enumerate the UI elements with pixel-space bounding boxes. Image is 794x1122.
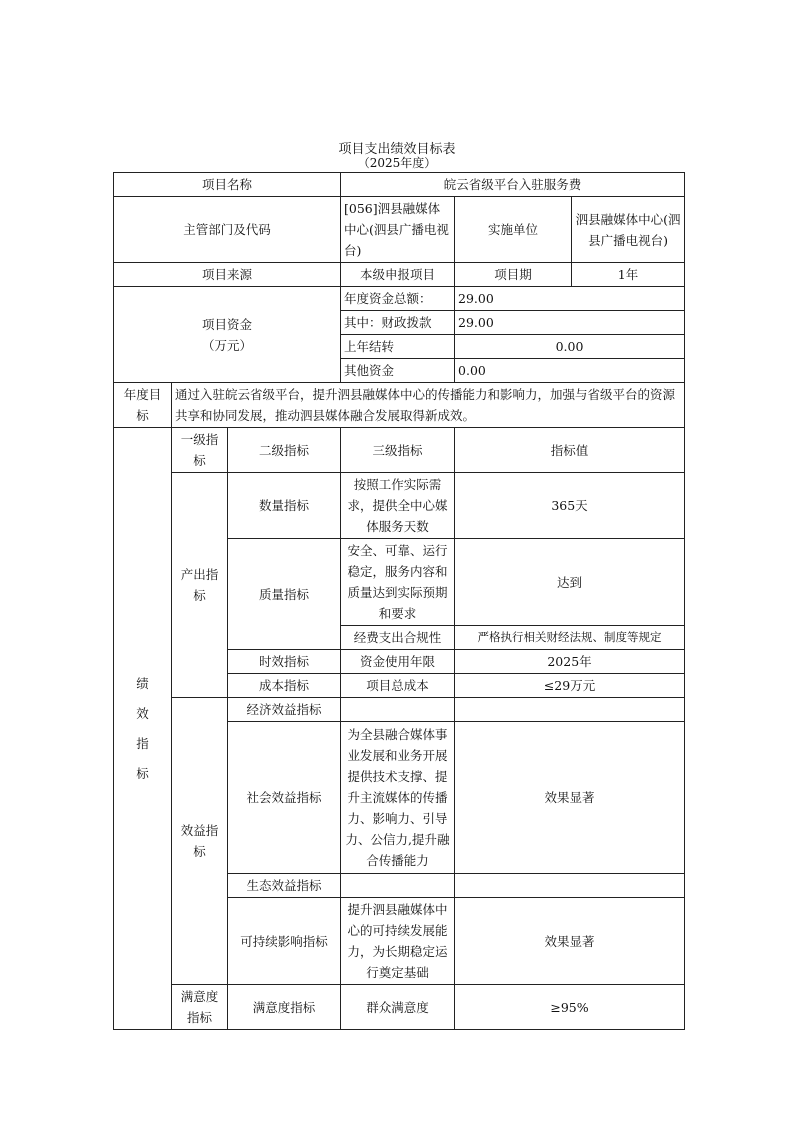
page-subtitle: （2025年度） xyxy=(357,156,437,170)
value-header: 指标值 xyxy=(455,428,685,473)
level1-header: 一级指标 xyxy=(172,428,228,473)
impl-value: 泗县融媒体中心(泗县广播电视台) xyxy=(572,197,685,263)
period-label: 项目期 xyxy=(455,263,572,287)
impl-label: 实施单位 xyxy=(455,197,572,263)
level3-cell: 提升泗县融媒体中心的可持续发展能力，为长期稳定运行奠定基础 xyxy=(341,898,455,985)
performance-indicators-label xyxy=(114,428,172,1030)
level3-cell xyxy=(341,698,455,722)
level2-cell: 满意度指标 xyxy=(228,985,341,1030)
fund-item-value: 29.00 xyxy=(455,287,685,311)
value-cell xyxy=(455,698,685,722)
fund-item-name: 年度资金总额： xyxy=(341,287,455,311)
indicator-row xyxy=(114,985,685,1030)
level2-cell: 生态效益指标 xyxy=(228,874,341,898)
project-name-row xyxy=(114,173,685,197)
fund-item-name: 其他资金 xyxy=(341,359,455,383)
dept-value: [056]泗县融媒体中心(泗县广播电视台) xyxy=(341,197,455,263)
value-cell xyxy=(455,874,685,898)
annual-goal-label: 年度目标 xyxy=(114,383,172,428)
value-cell: 达到 xyxy=(455,539,685,626)
level3-cell: 项目总成本 xyxy=(341,674,455,698)
value-cell: 效果显著 xyxy=(455,722,685,874)
level2-cell: 社会效益指标 xyxy=(228,722,341,874)
indicator-row xyxy=(114,473,685,539)
fund-item-value: 0.00 xyxy=(455,335,685,359)
level3-cell: 资金使用年限 xyxy=(341,650,455,674)
output-indicators-label: 产出指标 xyxy=(172,473,228,698)
dept-row xyxy=(114,197,685,263)
level3-cell: 安全、可靠、运行稳定，服务内容和质量达到实际预期和要求 xyxy=(341,539,455,626)
value-cell: ≤29万元 xyxy=(455,674,685,698)
level3-cell: 群众满意度 xyxy=(341,985,455,1030)
level3-header: 三级指标 xyxy=(341,428,455,473)
level3-cell xyxy=(341,874,455,898)
value-cell: ≥95% xyxy=(455,985,685,1030)
value-cell: 365天 xyxy=(455,473,685,539)
benefit-indicators-label: 效益指标 xyxy=(172,698,228,985)
indicator-row xyxy=(114,698,685,722)
fund-item-name: 上年结转 xyxy=(341,335,455,359)
level3-cell: 为全县融合媒体事业发展和业务开展提供技术支撑、提升主流媒体的传播力、影响力、引导力、公信力,提升融合传播能力 xyxy=(341,722,455,874)
funds-label-line1: 项目资金 xyxy=(202,316,253,332)
value-cell: 2025年 xyxy=(455,650,685,674)
level2-header: 二级指标 xyxy=(228,428,341,473)
performance-table xyxy=(113,172,685,1030)
annual-goal-text: 通过入驻皖云省级平台，提升泗县融媒体中心的传播能力和影响力，加强与省级平台的资源共享和协同发展，推动泗县媒体融合发展取得新成效。 xyxy=(172,383,685,428)
performance-indicators-text: 绩效指标 xyxy=(136,675,149,781)
funds-label-line2: （万元） xyxy=(202,337,253,353)
source-row xyxy=(114,263,685,287)
dept-label: 主管部门及代码 xyxy=(114,197,341,263)
fund-item-name: 其中：财政拨款 xyxy=(341,311,455,335)
source-value: 本级申报项目 xyxy=(341,263,455,287)
period-value: 1年 xyxy=(572,263,685,287)
annual-goal-row xyxy=(114,383,685,428)
indicator-header-row xyxy=(114,428,685,473)
level3-cell: 按照工作实际需求，提供全中心媒体服务天数 xyxy=(341,473,455,539)
page-title: 项目支出绩效目标表 xyxy=(338,142,456,157)
level3-cell: 经费支出合规性 xyxy=(341,626,455,650)
level2-cell: 经济效益指标 xyxy=(228,698,341,722)
fund-item-value: 29.00 xyxy=(455,311,685,335)
satisfaction-indicators-label: 满意度指标 xyxy=(172,985,228,1030)
level2-cell: 质量指标 xyxy=(228,539,341,650)
source-label: 项目来源 xyxy=(114,263,341,287)
level2-cell: 数量指标 xyxy=(228,473,341,539)
funds-label xyxy=(114,287,341,383)
level2-cell: 时效指标 xyxy=(228,650,341,674)
project-name-label: 项目名称 xyxy=(114,173,341,197)
fund-item-value: 0.00 xyxy=(455,359,685,383)
value-cell: 效果显著 xyxy=(455,898,685,985)
level2-cell: 成本指标 xyxy=(228,674,341,698)
funds-row xyxy=(114,287,685,311)
level2-cell: 可持续影响指标 xyxy=(228,898,341,985)
value-cell: 严格执行相关财经法规、制度等规定 xyxy=(455,626,685,650)
project-name-value: 皖云省级平台入驻服务费 xyxy=(341,173,685,197)
